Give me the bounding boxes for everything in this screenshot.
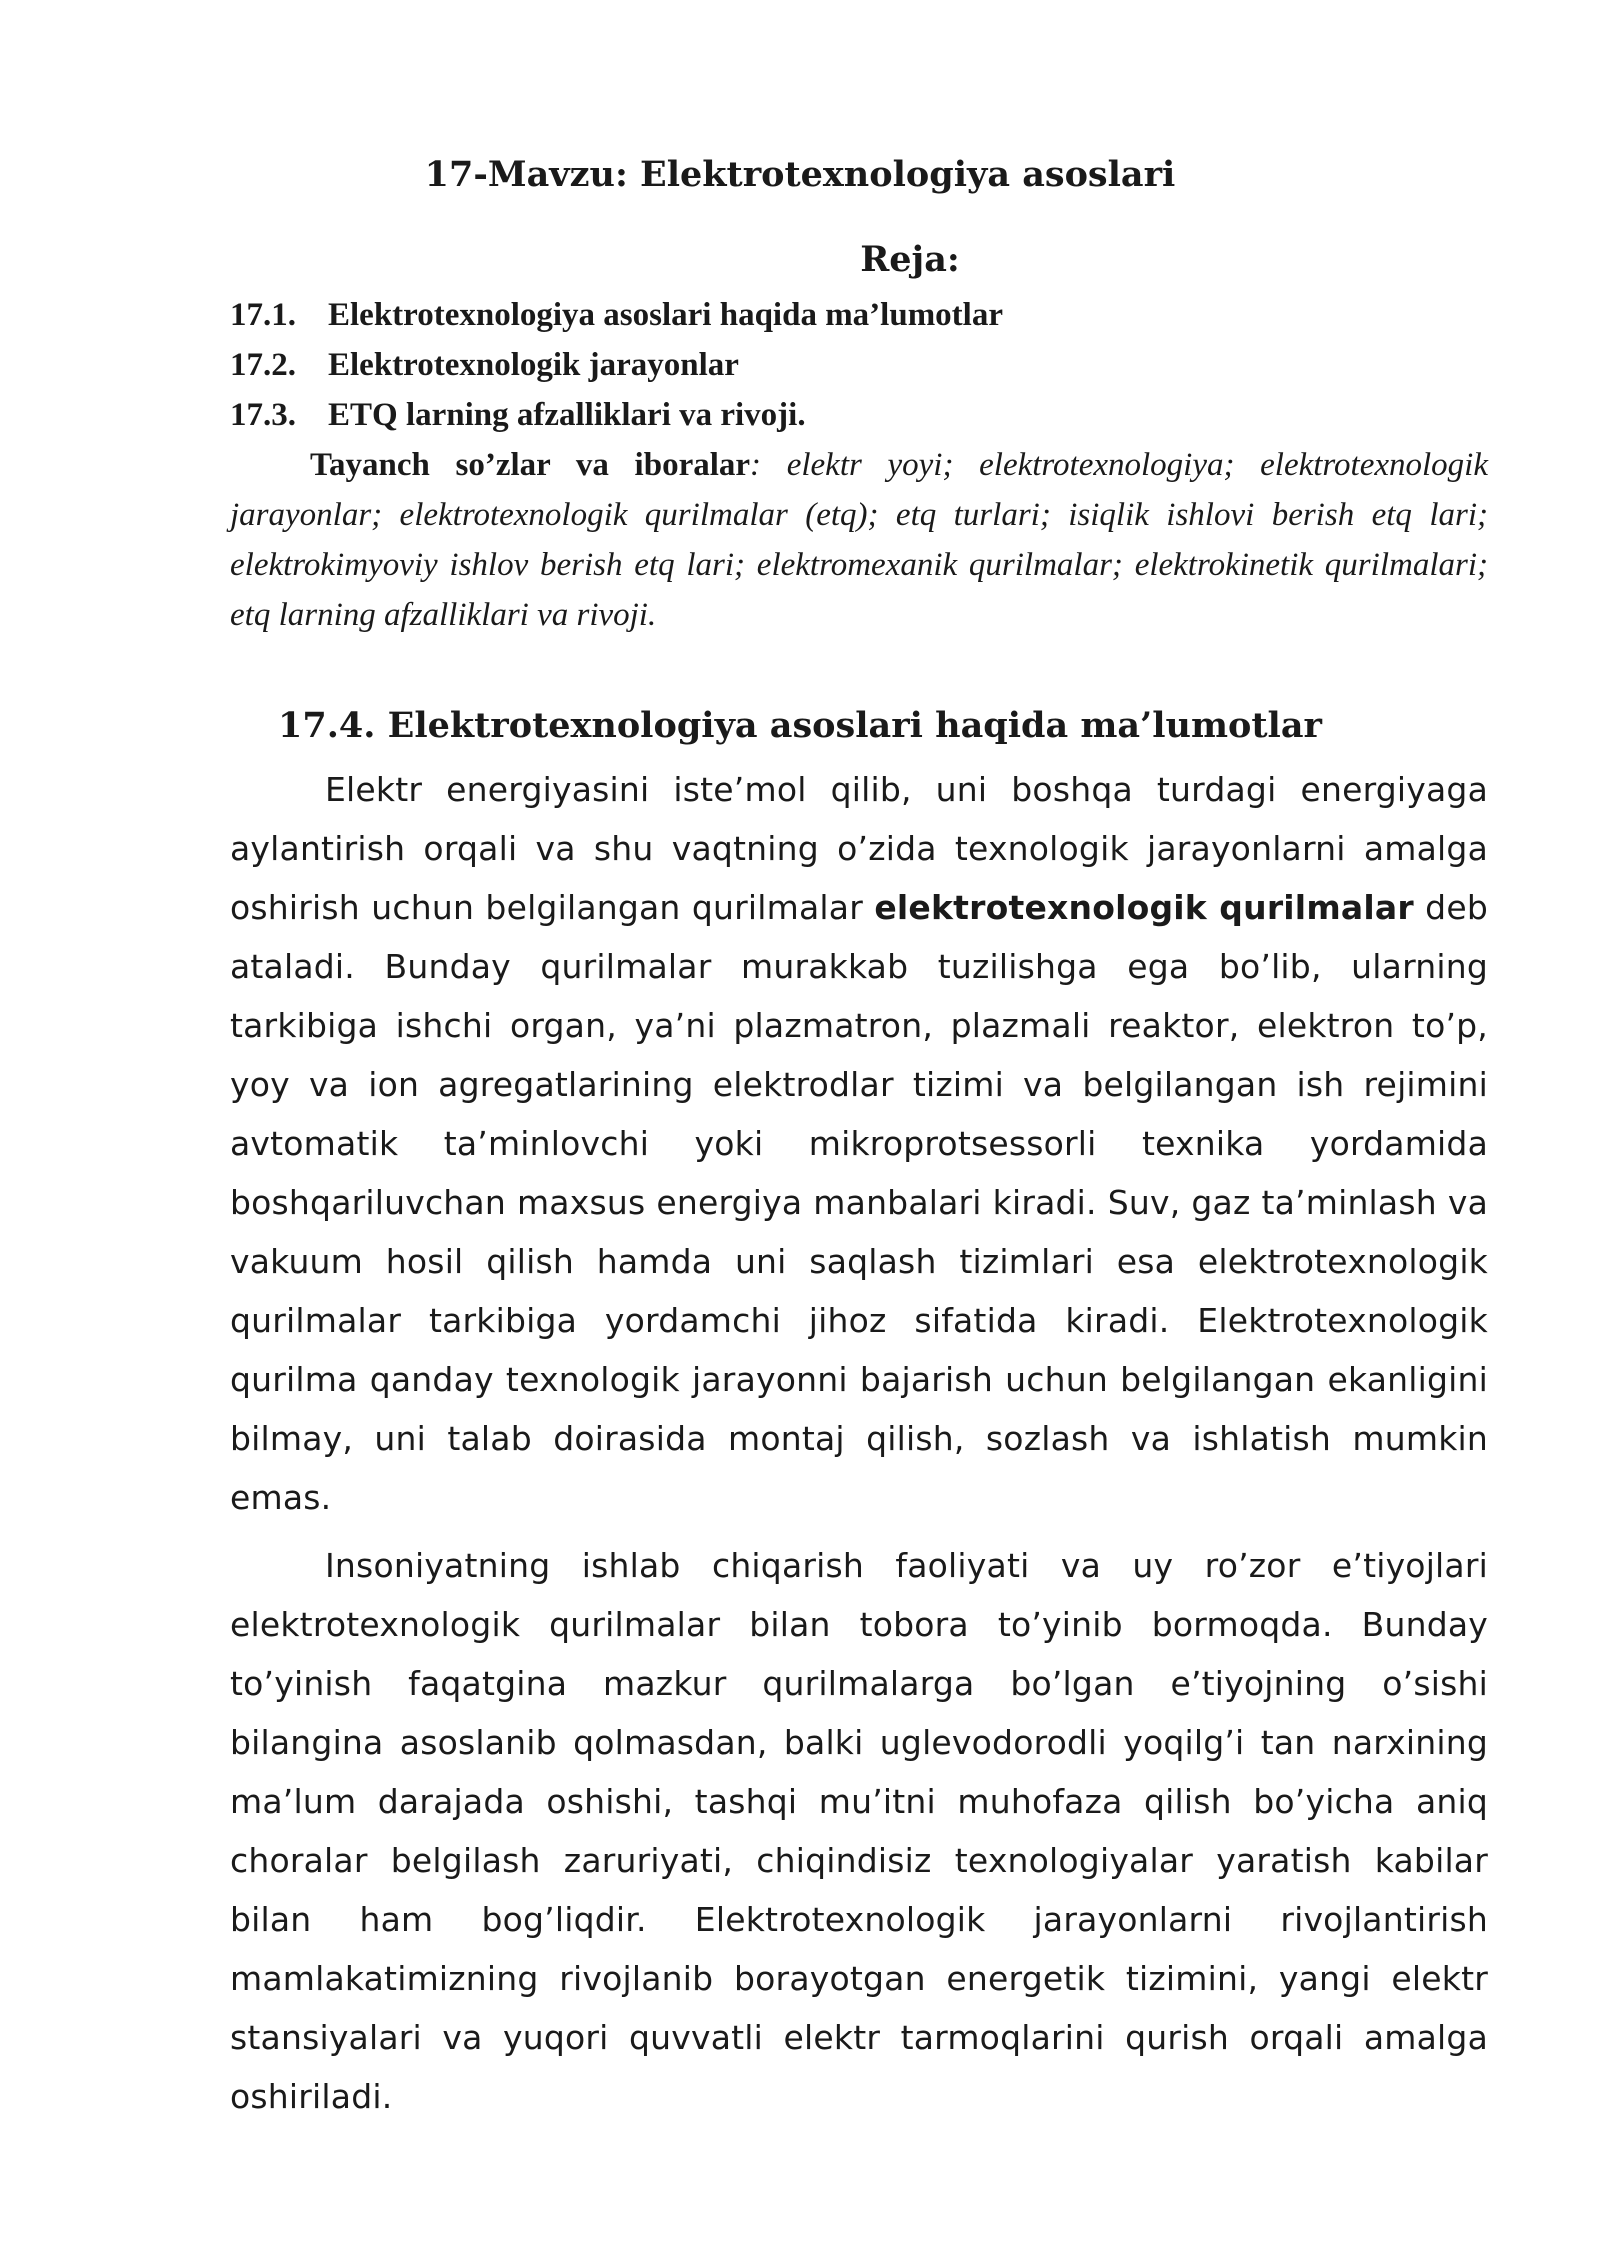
section-heading: 17.4. Elektrotexnologiya asoslari haqida ma’lumotlar — [278, 705, 1322, 746]
plan-item — [230, 340, 1510, 390]
plan-item-text: Elektrotexnologiya asoslari haqida ma’lumotlar — [328, 297, 1003, 333]
keywords-separator: : — [750, 447, 762, 483]
keywords-text: elektr yoyi; elektrotexnologiya; elektrotexnologik jarayonlar; elektrotexnologik qurilmalar (etq); etq turlari; isiqlik ishlovi berish etq lari; elektrokimyoviy ishlov berish etq lari; elektromexanik qurilmalar; elektrokinetik qurilmalari; etq larning afzalliklari va rivoji. — [230, 447, 1488, 633]
plan-item — [230, 390, 1510, 440]
keywords-paragraph — [230, 440, 1488, 640]
body-paragraph-1 — [230, 760, 1488, 1527]
document-title: 17-Mavzu: Elektrotexnologiya asoslari — [424, 154, 1176, 195]
plan-item-text: Elektrotexnologik jarayonlar — [328, 347, 739, 383]
body-paragraph-2: Insoniyatning ishlab chiqarish faoliyati va uy ro’zor e’tiyojlari elektrotexnologik qurilmalar bilan tobora to’yinib bormoqda. Bunday to’yinish faqatgina mazkur qurilmalarga bo’lgan e’tiyojning o’sishi bilangina asoslanib qolmasdan, balki uglevodorodli yoqilg’i tan narxining ma’lum darajada oshishi, tashqi mu’itni muhofaza qilish bo’yicha aniq choralar belgilash zaruriyati, chiqindisiz texnologiyalar yaratish kabilar bilan ham bog’liqdir. Elektrotexnologik jarayonlarni rivojlantirish mamlakatimizning rivojlanib borayotgan energetik tizimini, yangi elektr stansiyalari va yuqori quvvatli elektr tarmoqlarini qurish orqali amalga oshiriladi. — [230, 1546, 1488, 2116]
plan-item-number: 17.1. — [230, 297, 296, 333]
paragraph-text: Elektr energiyasini iste’mol qilib, uni boshqa turdagi energiyaga aylantirish orqali va shu vaqtning o’zida texnologik jarayonlarni amalga oshirish uchun belgilangan qurilmalar — [230, 770, 1488, 927]
plan-item-number: 17.2. — [230, 347, 296, 383]
plan-item — [230, 290, 1510, 340]
plan-item-number: 17.3. — [230, 397, 296, 433]
plan-list — [230, 290, 1510, 440]
paragraph-text: deb ataladi. Bunday qurilmalar murakkab tuzilishga ega bo’lib, ularning tarkibiga ishchi organ, ya’ni plazmatron, plazmali reaktor, elektron to’p, yoy va ion agregatlarining elektrodlar tizimi va belgilangan ish rejimini avtomatik ta’minlovchi yoki mikroprotsessorli texnika yordamida boshqariluvchan maxsus energiya manbalari kiradi. Suv, gaz ta’minlash va vakuum hosil qilish hamda uni saqlash tizimlari esa elektrotexnologik qurilmalar tarkibiga yordamchi jihoz sifatida kiradi. Elektrotexnologik qurilma qanday texnologik jarayonni bajarish uchun belgilangan ekanligini bilmay, uni talab doirasida montaj qilish, sozlash va ishlatish mumkin emas. — [230, 888, 1488, 1517]
plan-heading: Reja: — [860, 239, 960, 280]
keywords-label: Tayanch so’zlar va iboralar — [310, 447, 751, 483]
plan-item-text: ETQ larning afzalliklari va rivoji. — [328, 397, 806, 433]
bold-term: elektrotexnologik qurilmalar — [874, 888, 1414, 927]
